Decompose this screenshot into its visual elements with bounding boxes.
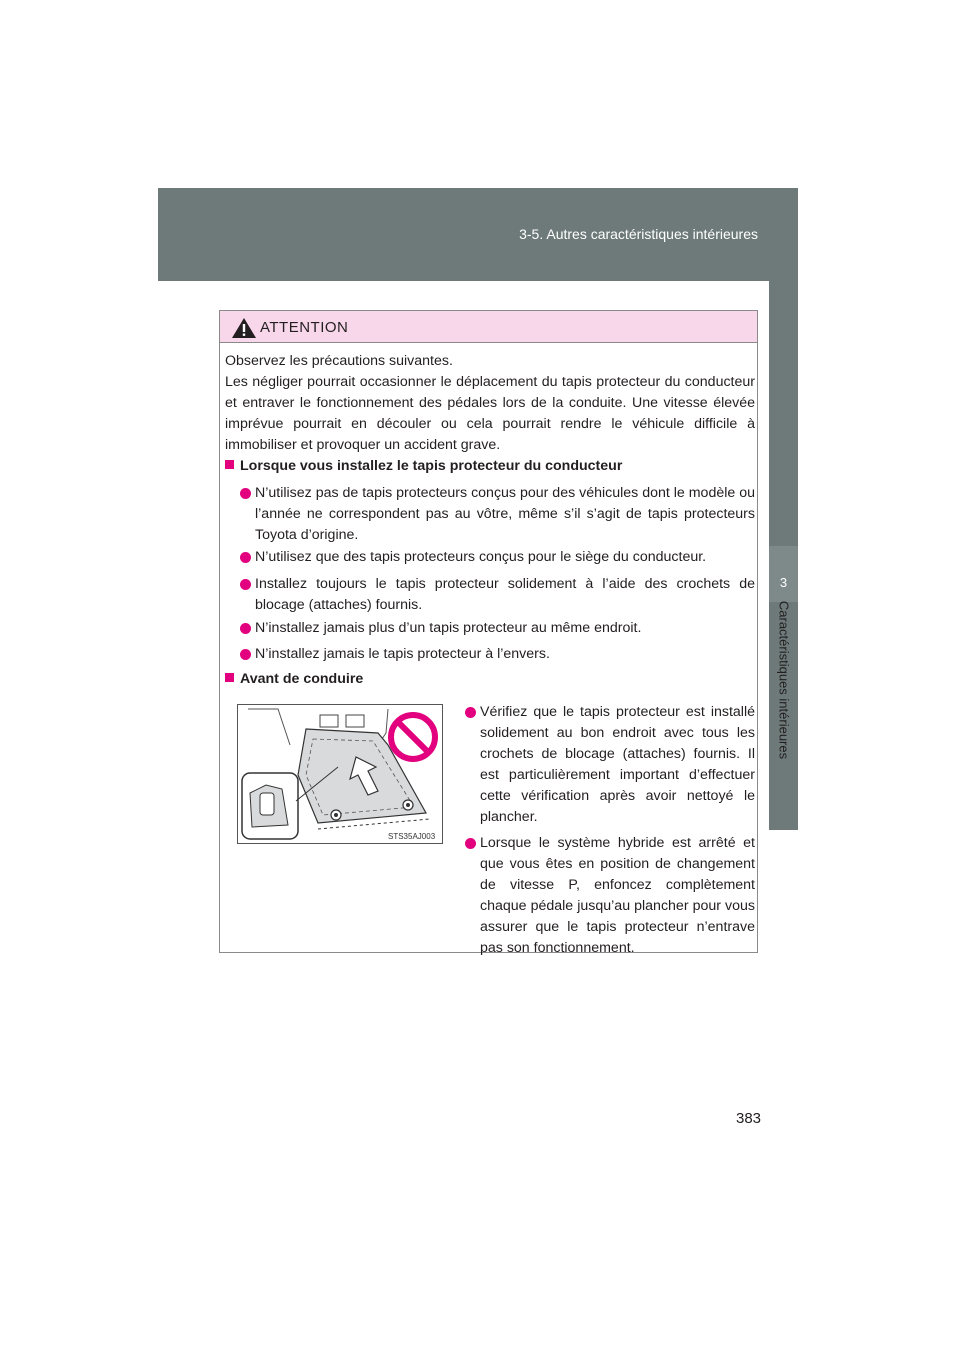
list-item-text: Vérifiez que le tapis protecteur est installé solidement au bon endroit avec tous les crochets de blocage (attaches) fournis. Il est particulièrement important d’effectuer cette vérification après avoir nettoyé le plancher. bbox=[480, 704, 755, 825]
square-bullet-icon bbox=[225, 460, 234, 469]
section-heading-before-driving-text: Avant de conduire bbox=[240, 671, 364, 687]
section-heading-before-driving bbox=[225, 669, 363, 690]
warning-title: ATTENTION bbox=[260, 319, 349, 336]
floor-mat-figure bbox=[237, 704, 443, 844]
list-item bbox=[240, 618, 755, 639]
bullet-dot-icon bbox=[465, 707, 476, 718]
bullet-dot-icon bbox=[240, 488, 251, 499]
list-item-text: N’utilisez que des tapis protecteurs conçus pour le siège du conducteur. bbox=[255, 549, 707, 565]
section-heading-install-text: Lorsque vous installez le tapis protecteur du conducteur bbox=[240, 458, 623, 474]
header-band bbox=[158, 188, 798, 281]
list-item-text: N’utilisez pas de tapis protecteurs conçus pour des véhicules dont le modèle ou l’année ne correspondent pas au vôtre, même s’il s’agit de tapis protecteurs Toyota d’origine. bbox=[255, 485, 755, 543]
list-item-text: Lorsque le système hybride est arrêté et que vous êtes en position de changement de vitesse P, enfoncez complètement chaque pédale jusqu’au plancher pour vous assurer que le tapis protecteur n’entrave pas son fonctionnement. bbox=[480, 835, 755, 956]
list-item bbox=[240, 547, 755, 568]
square-bullet-icon bbox=[225, 673, 234, 682]
list-item-text: Installez toujours le tapis protecteur solidement à l’aide des crochets de blocage (attaches) fournis. bbox=[255, 576, 755, 613]
bullet-dot-icon bbox=[240, 649, 251, 660]
section-heading-install bbox=[225, 456, 622, 477]
bullet-dot-icon bbox=[240, 552, 251, 563]
warning-intro: Observez les précautions suivantes. Les négliger pourrait occasionner le déplacement du tapis protecteur du conducteur et entraver le fonctionnement des pédales lors de la conduite. Une vitesse élevée imprévue pourrait en découler ou cela pourrait rendre le véhicule difficile à immobiliser et provoquer un accident grave. bbox=[225, 353, 755, 453]
chapter-title-wrap bbox=[769, 540, 798, 820]
list-item bbox=[240, 574, 755, 616]
warning-box bbox=[219, 310, 758, 956]
chapter-number: 3 bbox=[779, 575, 788, 590]
list-item bbox=[240, 644, 755, 665]
figure-code: STS35AJ003 bbox=[388, 832, 436, 841]
warning-triangle-icon bbox=[231, 317, 257, 339]
list-item bbox=[465, 833, 755, 959]
bullet-dot-icon bbox=[465, 838, 476, 849]
section-title: 3-5. Autres caractéristiques intérieures bbox=[519, 226, 758, 242]
bullet-dot-icon bbox=[240, 579, 251, 590]
list-item bbox=[465, 702, 755, 828]
warning-header bbox=[220, 311, 757, 343]
list-item-text: N’installez jamais plus d’un tapis protecteur au même endroit. bbox=[255, 620, 642, 636]
floor-mat-illustration bbox=[238, 705, 442, 843]
list-item-text: N’installez jamais le tapis protecteur à l’envers. bbox=[255, 646, 550, 662]
bullet-dot-icon bbox=[240, 623, 251, 634]
page-number: 383 bbox=[736, 1110, 762, 1127]
chapter-title: Caractéristiques intérieures bbox=[776, 600, 791, 760]
list-item bbox=[240, 483, 755, 546]
